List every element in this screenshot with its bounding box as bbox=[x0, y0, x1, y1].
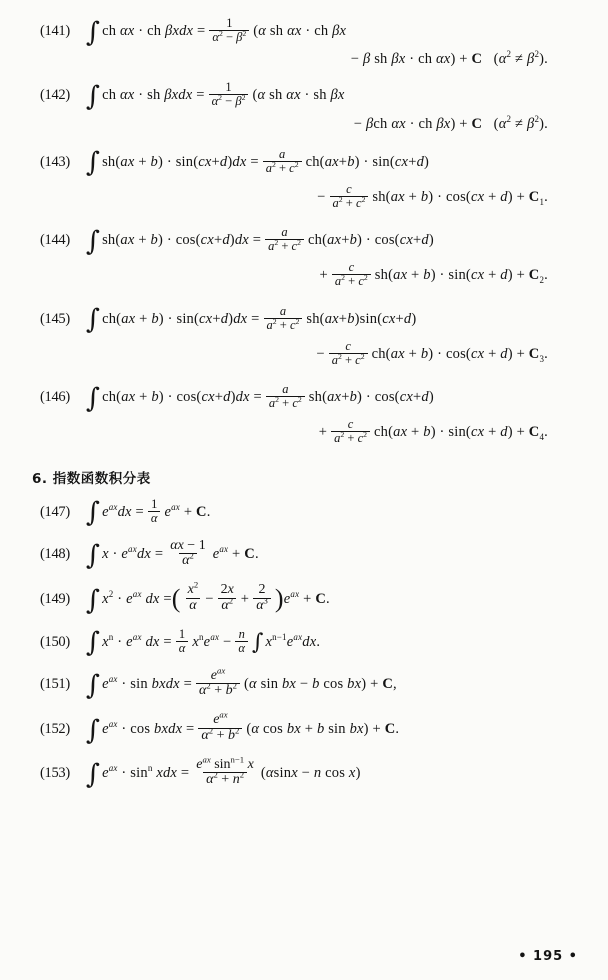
fraction-denominator: $\alpha^2$ bbox=[218, 598, 236, 614]
formula-145-fraction-2 bbox=[329, 340, 368, 367]
formula-147-lhs: $e^{ax}dx$ = bbox=[102, 501, 144, 520]
integral-icon: ∫ bbox=[86, 382, 101, 414]
formula-142-lhs: ch αx · sh βxdx = bbox=[102, 87, 205, 104]
fraction-denominator: $\alpha^2 - \beta^2$ bbox=[209, 30, 249, 44]
formula-143-fraction-2 bbox=[330, 183, 369, 210]
fraction-numerator: $x^2$ bbox=[187, 579, 199, 598]
formula-146-sign: + bbox=[318, 424, 328, 441]
formula-145-line-1 bbox=[40, 303, 582, 336]
formula-149-lhs: $x^2 \cdot e^{ax}$ dx = bbox=[102, 588, 172, 607]
formula-146-fraction bbox=[266, 383, 305, 410]
formula-152-lhs: $e^{ax} \cdot \cos$ bxdx = bbox=[102, 718, 195, 737]
formula-148-fraction bbox=[167, 539, 208, 569]
formula-144-continuation: $sh(ax + b) \cdot \sin(cx + d) + C_2$. bbox=[374, 267, 548, 286]
formula-152-line-1 bbox=[40, 709, 582, 746]
formula-142 bbox=[0, 82, 608, 132]
formula-146-rhs: sh(ax+b) · cos(cx+d) bbox=[308, 389, 434, 406]
formula-149-rhs: $e^{ax} + C$. bbox=[283, 588, 330, 607]
formula-150-rhs: $x^{n-1}e^{ax}dx$. bbox=[265, 631, 321, 650]
formula-142-line-1 bbox=[40, 80, 582, 113]
formula-148-number: (148) bbox=[40, 546, 70, 563]
fraction-numerator: $e^{ax}$ bbox=[213, 709, 228, 728]
formula-144-lhs: sh(ax + b) · cos(cx+d)dx = bbox=[102, 232, 262, 249]
formula-143-continuation: $sh(ax + b) \cdot \cos(cx + d) + C_1$. bbox=[372, 188, 548, 207]
fraction-numerator: 1 bbox=[178, 626, 186, 641]
formula-144-line-1 bbox=[40, 225, 582, 257]
fraction-numerator: $e^{ax}$ $\sin^{n-1} x$ bbox=[196, 753, 254, 772]
formula-144-rhs: ch(ax+b) · cos(cx+d) bbox=[307, 232, 434, 249]
fraction-numerator: c bbox=[345, 338, 351, 353]
formula-151-rhs: (α sin bx − b cos bx) + C, bbox=[243, 676, 397, 693]
fraction-numerator: n bbox=[238, 626, 245, 641]
formula-153 bbox=[0, 753, 608, 790]
formula-145-continuation: $ch(ax + b) \cdot \cos(cx + d) + C_3$. bbox=[371, 345, 548, 364]
formula-147-line-1 bbox=[40, 496, 582, 529]
formula-143 bbox=[0, 146, 608, 212]
formula-145-line-2 bbox=[40, 338, 582, 368]
formula-152-number: (152) bbox=[40, 720, 70, 737]
integral-icon: ∫ bbox=[86, 584, 101, 616]
fraction-numerator: a bbox=[279, 146, 286, 161]
formula-148-line-1 bbox=[40, 537, 582, 572]
integral-icon: ∫ bbox=[86, 16, 101, 48]
section-heading: 6. 指数函数积分表 bbox=[32, 470, 151, 487]
formula-143-fraction bbox=[263, 148, 302, 175]
fraction-denominator: α bbox=[186, 598, 199, 614]
formula-144-number: (144) bbox=[40, 232, 70, 249]
formula-142-line-2 bbox=[40, 113, 582, 133]
formula-149-line-1 bbox=[40, 579, 582, 616]
formula-148 bbox=[0, 537, 608, 572]
formula-145-fraction bbox=[264, 305, 303, 332]
formula-149-op-2: + bbox=[240, 590, 250, 607]
fraction-denominator: $a^2 + c^2$ bbox=[329, 353, 368, 367]
fraction-denominator: α bbox=[148, 511, 161, 525]
integral-icon: ∫ bbox=[86, 540, 101, 572]
formula-153-fraction bbox=[193, 753, 257, 788]
formula-149-paren-open: ( bbox=[171, 583, 181, 613]
formula-143-sign: − bbox=[317, 188, 326, 205]
formula-146 bbox=[0, 384, 608, 447]
formula-150-fraction-1 bbox=[176, 628, 189, 655]
formula-150-line-1 bbox=[40, 626, 582, 659]
formula-141-continuation: − β sh βx · ch αx) + C $(\alpha^2 \ne \beta^2)$. bbox=[350, 49, 548, 68]
formula-141 bbox=[0, 18, 608, 68]
formula-146-line-1 bbox=[40, 382, 582, 414]
fraction-denominator: $a^2 + c^2$ bbox=[331, 431, 370, 445]
integral-icon: ∫ bbox=[86, 225, 101, 257]
formula-152-rhs: (α cos bx + b sin bx) + C. bbox=[246, 720, 400, 737]
integral-icon: ∫ bbox=[86, 497, 101, 529]
formula-141-number: (141) bbox=[40, 23, 70, 40]
formula-141-fraction bbox=[209, 17, 249, 44]
integral-icon: ∫ bbox=[86, 758, 101, 790]
formula-149-fraction-2 bbox=[218, 583, 237, 613]
fraction-numerator: 2 bbox=[258, 582, 266, 598]
fraction-numerator: c bbox=[348, 260, 355, 275]
formula-146-line-2 bbox=[40, 419, 582, 446]
fraction-denominator: $a^2 + c^2$ bbox=[266, 396, 305, 410]
fraction-denominator: $\alpha^2$ bbox=[179, 553, 197, 569]
formula-142-rhs: (α sh αx · sh βx bbox=[252, 87, 345, 104]
fraction-numerator: 1 bbox=[225, 80, 232, 95]
formula-142-fraction bbox=[209, 81, 249, 108]
fraction-numerator: 1 bbox=[226, 16, 233, 30]
fraction-numerator: αx − 1 bbox=[170, 537, 206, 553]
formula-142-number: (142) bbox=[40, 87, 70, 104]
formula-146-continuation: $ch(ax + b) \cdot \sin(cx + d) + C_4$. bbox=[374, 424, 548, 443]
fraction-denominator: $a^2 + c^2$ bbox=[330, 196, 369, 210]
fraction-denominator: $\alpha^2 + b^2$ bbox=[196, 683, 240, 699]
formula-147 bbox=[0, 496, 608, 529]
formula-151-number: (151) bbox=[40, 676, 70, 693]
document-page bbox=[0, 18, 608, 980]
fraction-denominator: $\alpha^2 + n^2$ bbox=[203, 772, 247, 788]
formula-150-number: (150) bbox=[40, 633, 70, 650]
formula-148-lhs: $x \cdot e^{ax}dx$ = bbox=[102, 544, 164, 563]
fraction-denominator: $a^2 + c^2$ bbox=[265, 239, 304, 253]
formula-144-fraction bbox=[265, 226, 304, 253]
page-number: • 195 • bbox=[518, 949, 578, 964]
fraction-denominator: $a^2 + c^2$ bbox=[264, 318, 303, 332]
formula-141-rhs: (α sh αx · ch βx bbox=[253, 23, 347, 40]
formula-147-fraction bbox=[148, 498, 161, 525]
fraction-numerator: 1 bbox=[151, 496, 158, 511]
formula-143-rhs: ch(ax+b) · sin(cx+d) bbox=[305, 153, 430, 170]
formula-152 bbox=[0, 709, 608, 746]
formula-144-fraction-2 bbox=[332, 261, 371, 288]
formula-145-number: (145) bbox=[40, 310, 70, 327]
fraction-denominator: $\alpha^3$ bbox=[253, 598, 271, 614]
integral-icon: ∫ bbox=[251, 630, 264, 656]
formula-143-lhs: sh(ax + b) · sin(cx+d)dx = bbox=[102, 153, 259, 170]
formula-153-rhs: (αsinx − n cos x) bbox=[260, 765, 361, 782]
formula-143-line-2 bbox=[40, 181, 582, 211]
fraction-denominator: α bbox=[176, 641, 189, 655]
formula-146-number: (146) bbox=[40, 389, 70, 406]
formula-149-number: (149) bbox=[40, 590, 70, 607]
formula-145 bbox=[0, 303, 608, 369]
formula-149-op-1: − bbox=[205, 590, 214, 607]
formula-149-paren-close: ) bbox=[274, 583, 284, 613]
integral-icon: ∫ bbox=[86, 147, 101, 179]
formula-144 bbox=[0, 227, 608, 290]
formula-150-mid: $x^ne^{ax}$ − bbox=[192, 631, 232, 650]
formula-143-line-1 bbox=[40, 146, 582, 179]
integral-icon: ∫ bbox=[86, 714, 101, 746]
fraction-numerator: a bbox=[282, 382, 289, 396]
formula-150 bbox=[0, 626, 608, 659]
formula-144-sign: + bbox=[319, 267, 328, 284]
formula-143-number: (143) bbox=[40, 153, 70, 170]
formula-153-line-1 bbox=[40, 753, 582, 790]
formula-145-lhs: ch(ax + b) · sin(cx+d)dx = bbox=[102, 310, 260, 327]
formula-141-lhs: ch αx · ch βxdx = bbox=[102, 23, 206, 40]
fraction-numerator: 2x bbox=[220, 582, 234, 598]
formula-147-number: (147) bbox=[40, 503, 70, 520]
formula-151 bbox=[0, 665, 608, 702]
integral-icon: ∫ bbox=[86, 304, 101, 336]
fraction-denominator: $\alpha^2 + b^2$ bbox=[198, 728, 242, 744]
fraction-numerator: c bbox=[347, 417, 354, 432]
integral-icon: ∫ bbox=[86, 81, 101, 113]
integral-icon: ∫ bbox=[86, 670, 101, 702]
fraction-numerator: $e^{ax}$ bbox=[210, 665, 226, 683]
formula-152-fraction bbox=[198, 709, 242, 743]
fraction-numerator: a bbox=[281, 225, 288, 239]
integral-icon: ∫ bbox=[86, 627, 101, 659]
fraction-denominator: α bbox=[235, 641, 248, 655]
fraction-numerator: c bbox=[346, 181, 352, 196]
formula-153-number: (153) bbox=[40, 765, 70, 782]
formula-150-fraction-2 bbox=[235, 628, 248, 655]
formula-151-line-1 bbox=[40, 665, 582, 702]
formula-149-fraction-3 bbox=[253, 583, 271, 613]
fraction-denominator: $\alpha^2 - \beta^2$ bbox=[209, 94, 249, 108]
formula-141-line-1 bbox=[40, 16, 582, 48]
fraction-denominator: $a^2 + c^2$ bbox=[263, 161, 302, 175]
fraction-numerator: a bbox=[279, 303, 287, 318]
formula-142-continuation: − βch αx · ch βx) + C $(\alpha^2 \ne \beta^2)$. bbox=[353, 113, 548, 132]
fraction-denominator: $a^2 + c^2$ bbox=[332, 274, 371, 288]
formula-149-fraction-1 bbox=[185, 579, 202, 613]
formula-151-lhs: $e^{ax} \cdot \sin$ bxdx = bbox=[102, 674, 193, 693]
formula-150-lhs: $x^n \cdot e^{ax}$ dx = bbox=[102, 631, 172, 650]
formula-146-fraction-2 bbox=[331, 418, 370, 445]
formula-145-sign: − bbox=[316, 345, 325, 362]
formula-141-line-2 bbox=[40, 51, 582, 68]
formula-145-rhs: sh(ax+b)sin(cx+d) bbox=[306, 310, 417, 327]
formula-153-lhs: $e^{ax} \cdot \sin^n$ xdx = bbox=[102, 763, 190, 782]
formula-151-fraction bbox=[196, 665, 240, 699]
formula-148-rhs: $e^{ax} + C$. bbox=[212, 544, 259, 563]
formula-144-line-2 bbox=[40, 262, 582, 289]
formula-149 bbox=[0, 579, 608, 616]
formula-147-rhs: $e^{ax} + C$. bbox=[164, 501, 211, 520]
formula-146-lhs: ch(ax + b) · cos(cx+d)dx = bbox=[102, 389, 262, 406]
